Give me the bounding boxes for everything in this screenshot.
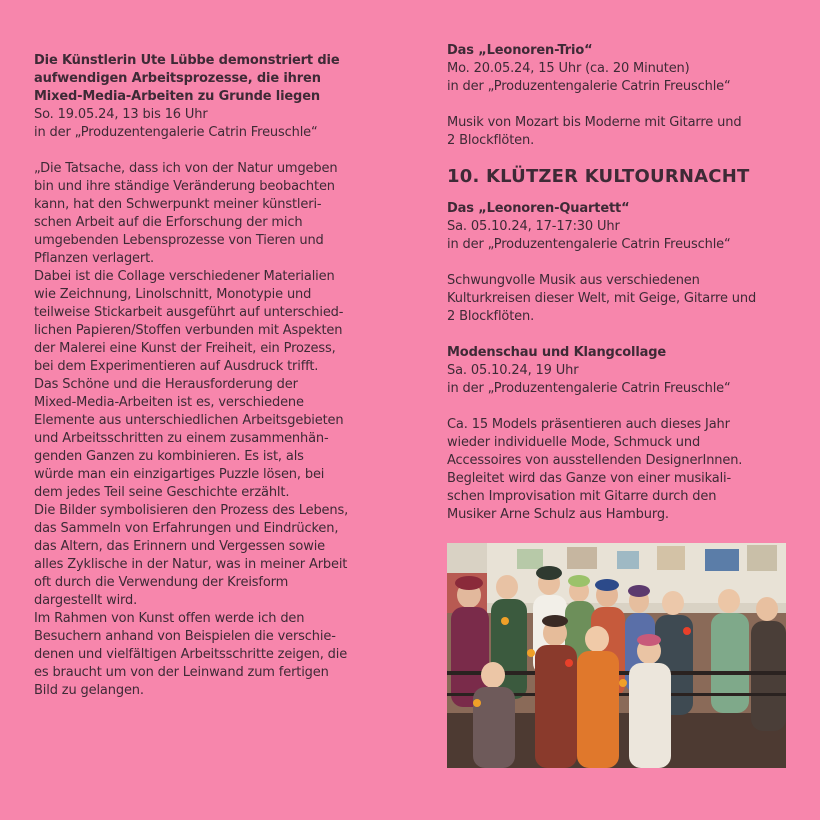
- section-heading-kultournacht: 10. KLÜTZER KULTOURNACHT: [447, 166, 750, 187]
- body-line: wie Zeichnung, Linolschnitt, Monotypie und: [34, 287, 312, 302]
- event-venue: in der „Produzentengalerie Catrin Freuschle“: [447, 79, 731, 94]
- body-line: genden Ganzen zu kombinieren. Es ist, als: [34, 449, 304, 464]
- event-desc-line: Ca. 15 Models präsentieren auch dieses Jahr: [447, 417, 730, 432]
- right-column: [447, 42, 792, 524]
- body-line: der Malerei eine Kunst der Freiheit, ein Prozess,: [34, 341, 336, 356]
- body-line: das Altern, das Erinnern und Vergessen sowie: [34, 539, 325, 554]
- left-column: [34, 52, 380, 700]
- title-line: Die Künstlerin Ute Lübbe demonstriert die: [34, 53, 340, 68]
- event-modenschau: [447, 344, 792, 524]
- body-line: Das Schöne und die Herausforderung der: [34, 377, 298, 392]
- event-venue: in der „Produzentengalerie Catrin Freuschle“: [447, 237, 731, 252]
- body-line: denen und vielfältigen Arbeitsschritte zeigen, die: [34, 647, 348, 662]
- body-line: kann, hat den Schwerpunkt meiner künstleri-: [34, 197, 322, 212]
- event-title: Das „Leonoren-Trio“: [447, 43, 593, 58]
- body-line: dargestellt wird.: [34, 593, 138, 608]
- body-line: Mixed-Media-Arbeiten ist es, verschiedene: [34, 395, 304, 410]
- title-line: Mixed-Media-Arbeiten zu Grunde liegen: [34, 89, 320, 104]
- event-desc-line: 2 Blockflöten.: [447, 133, 535, 148]
- body-line: „Die Tatsache, dass ich von der Natur umgeben: [34, 161, 338, 176]
- group-photo: [447, 543, 786, 768]
- event-desc-line: schen Improvisation mit Gitarre durch den: [447, 489, 717, 504]
- body-line: Elemente aus unterschiedlichen Arbeitsgebieten: [34, 413, 344, 428]
- body-line: das Sammeln von Erfahrungen und Eindrücken,: [34, 521, 339, 536]
- body-line: oft durch die Verwendung der Kreisform: [34, 575, 289, 590]
- body-line: lichen Papieren/Stoffen verbunden mit Aspekten: [34, 323, 343, 338]
- event-date: Sa. 05.10.24, 19 Uhr: [447, 363, 579, 378]
- body-line: Besuchern anhand von Beispielen die verschie-: [34, 629, 336, 644]
- body-line: Pflanzen verlagert.: [34, 251, 155, 266]
- body-line: alles Zyklische in der Natur, was in meiner Arbeit: [34, 557, 348, 572]
- event-title: Modenschau und Klangcollage: [447, 345, 667, 360]
- event-desc-line: Schwungvolle Musik aus verschiedenen: [447, 273, 700, 288]
- artist-event-venue: in der „Produzentengalerie Catrin Freuschle“: [34, 125, 318, 140]
- body-line: Dabei ist die Collage verschiedener Materialien: [34, 269, 335, 284]
- body-line: würde man ein einzigartiges Puzzle lösen, bei: [34, 467, 325, 482]
- body-line: schen Arbeit auf die Erforschung der mich: [34, 215, 303, 230]
- body-line: Im Rahmen von Kunst offen werde ich den: [34, 611, 305, 626]
- event-desc-line: Kulturkreisen dieser Welt, mit Geige, Gitarre und: [447, 291, 757, 306]
- event-desc-line: Musiker Arne Schulz aus Hamburg.: [447, 507, 669, 522]
- event-quartett: [447, 200, 792, 326]
- event-title: Das „Leonoren-Quartett“: [447, 201, 630, 216]
- body-line: dem jedes Teil seine Geschichte erzählt.: [34, 485, 290, 500]
- artist-event-date: So. 19.05.24, 13 bis 16 Uhr: [34, 107, 208, 122]
- title-line: aufwendigen Arbeitsprozesse, die ihren: [34, 71, 321, 86]
- group-photo-illustration: [447, 543, 786, 768]
- event-date: Sa. 05.10.24, 17-17:30 Uhr: [447, 219, 620, 234]
- event-desc-line: 2 Blockflöten.: [447, 309, 535, 324]
- event-venue: in der „Produzentengalerie Catrin Freuschle“: [447, 381, 731, 396]
- event-desc-line: Begleitet wird das Ganze von einer musikali-: [447, 471, 732, 486]
- event-desc-line: Musik von Mozart bis Moderne mit Gitarre und: [447, 115, 742, 130]
- artist-event-title: [34, 52, 380, 106]
- event-desc-line: Accessoires von ausstellenden DesignerInnen.: [447, 453, 743, 468]
- body-line: umgebenden Lebensprozesse von Tieren und: [34, 233, 324, 248]
- event-trio: [447, 42, 792, 150]
- event-date: Mo. 20.05.24, 15 Uhr (ca. 20 Minuten): [447, 61, 690, 76]
- artist-statement: [34, 160, 380, 700]
- body-line: Bild zu gelangen.: [34, 683, 144, 698]
- body-line: teilweise Stickarbeit ausgeführt auf unterschied-: [34, 305, 344, 320]
- body-line: Die Bilder symbolisieren den Prozess des Lebens,: [34, 503, 349, 518]
- body-line: bin und ihre ständige Veränderung beobachten: [34, 179, 335, 194]
- body-line: bei dem Experimentieren auf Ausdruck trifft.: [34, 359, 319, 374]
- body-line: es braucht um von der Leinwand zum fertigen: [34, 665, 329, 680]
- body-line: und Arbeitsschritten zu einem zusammenhän-: [34, 431, 329, 446]
- event-desc-line: wieder individuelle Mode, Schmuck und: [447, 435, 701, 450]
